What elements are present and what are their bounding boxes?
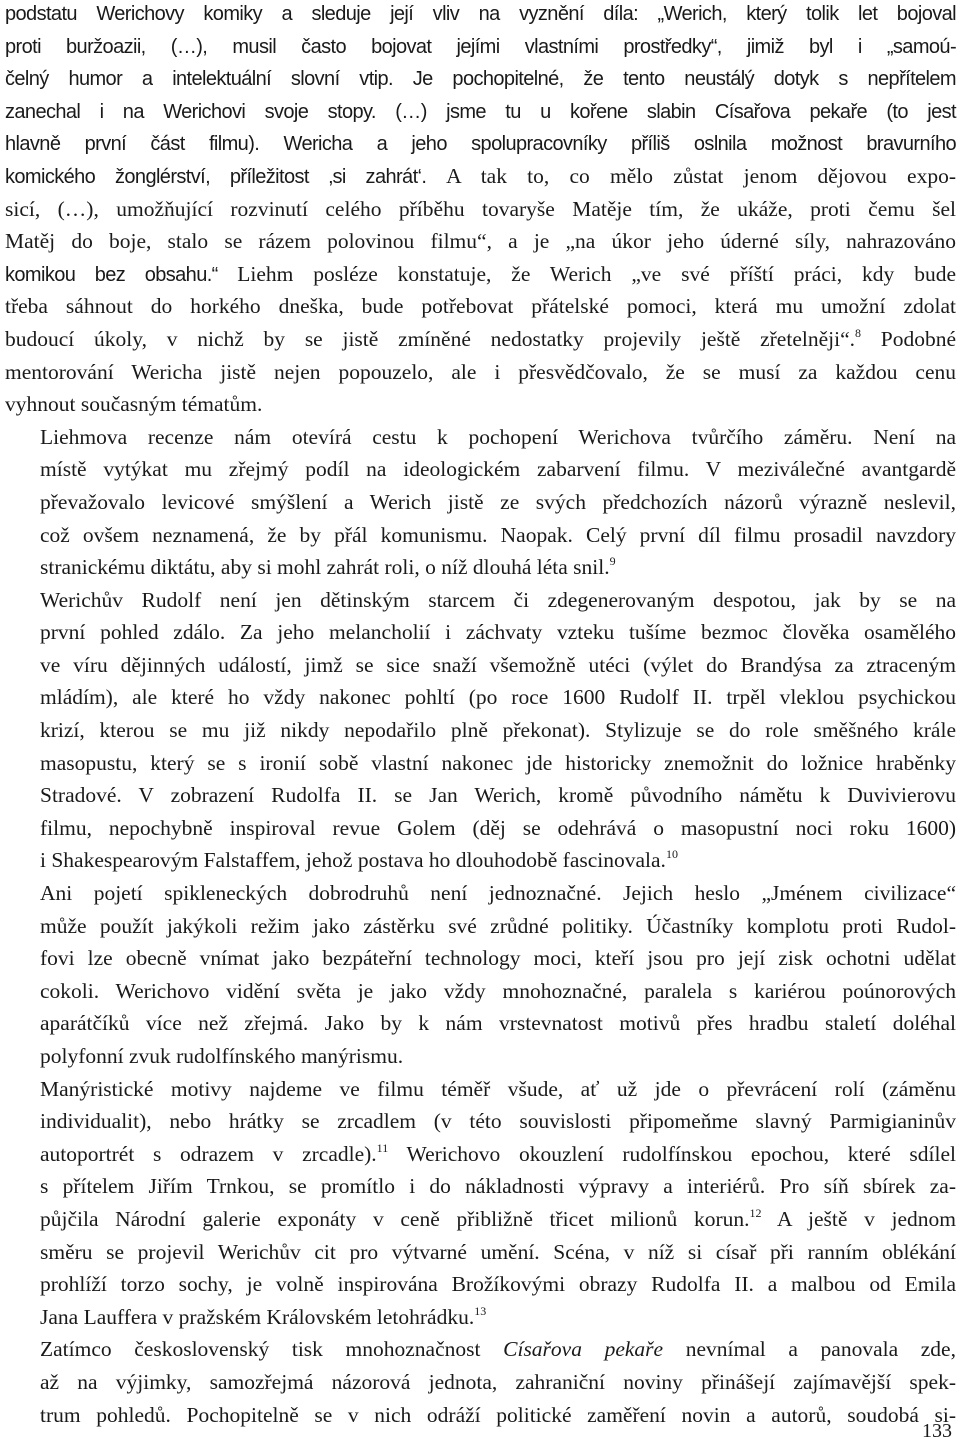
text-segment: s přítelem Jiřím Trnkou, se promítlo i do nákladnosti výpravy a interiérů. Pro síň sbírek za- bbox=[40, 1174, 956, 1199]
text-segment: Manýristické motivy najdeme ve filmu téměř všude, ať už jde o převrácení rolí (záměnu bbox=[40, 1076, 956, 1101]
text-line bbox=[5, 1007, 956, 1040]
text-line bbox=[5, 942, 956, 975]
text-segment: polyfonní zvuk rudolfínského manýrismu. bbox=[40, 1044, 404, 1068]
text-line bbox=[5, 1203, 956, 1236]
text-line bbox=[5, 388, 956, 421]
text-segment: i Shakespearovým Falstaffem, jehož postava ho dlouhodobě fascinovala. bbox=[40, 848, 666, 873]
text-segment: Zatímco československý tisk mnohoznačnost bbox=[40, 1337, 504, 1362]
text-line bbox=[5, 421, 956, 454]
text-line bbox=[5, 844, 956, 877]
text-segment: komikou bez obsahu.“ bbox=[5, 263, 238, 286]
book-page bbox=[5, 0, 956, 1452]
text-segment: Werichův Rudolf není jen dětinským starcem či zdegenerovaným despotou, jak by se na bbox=[40, 587, 956, 612]
text-segment: individualit), nebo hrátky se zrcadlem (v této souvislosti připomeňme slavný Parmigianinův bbox=[40, 1109, 956, 1134]
text-line bbox=[5, 1301, 956, 1334]
text-line bbox=[5, 1333, 956, 1366]
text-segment: což ovšem neznamená, že by přál komunismu. Naopak. Celý první díl filmu prosadil navzdory bbox=[40, 522, 956, 547]
text-line bbox=[5, 551, 956, 584]
text-segment: stranickému diktátu, aby si mohl zahrát roli, o níž dlouhá léta snil. bbox=[40, 555, 610, 580]
text-segment: může použít jakýkoli režim jako zástěrku své zrůdné politiky. Účastníky komplotu proti Rudol- bbox=[40, 913, 956, 938]
text-segment: krizí, kterou se mu již nikdy nepodařilo plně překonat). Stylizuje se do role směšného krále bbox=[40, 718, 956, 743]
text-segment: masopustu, který se s ironií sobě vlastní nakonec jde historicky znemožnit do ložnice hraběnky bbox=[40, 750, 956, 775]
text-line bbox=[5, 160, 956, 193]
text-segment: Ani pojetí spikleneckých dobrodruhů není jednoznačné. Jejich heslo „Jménem civilizace“ bbox=[40, 881, 956, 906]
text-line bbox=[5, 258, 956, 291]
text-line bbox=[5, 649, 956, 682]
page-number: 133 bbox=[922, 1420, 952, 1443]
text-segment: Liehm posléze konstatuje, že Werich „ve své příští práci, kdy bude bbox=[237, 261, 956, 286]
text-line bbox=[5, 30, 956, 63]
text-line bbox=[5, 975, 956, 1008]
text-segment: až na výjimky, samozřejmá názorová jednota, zahraniční noviny přinášejí zajímavější spek- bbox=[40, 1369, 956, 1394]
text-segment: půjčila Národní galerie exponáty v ceně přibližně třicet milionů korun. bbox=[40, 1206, 750, 1231]
text-segment: Podobné bbox=[861, 326, 957, 351]
text-line bbox=[5, 225, 956, 258]
text-segment: aparátčíků více než zřejmá. Jako by k nám vrstevnatost motivů přes hradbu staletí doléhal bbox=[40, 1011, 956, 1036]
text-segment: Stradové. V zobrazení Rudolfa II. se Jan Werich, kromě původního námětu k Duvivierovu bbox=[40, 783, 956, 808]
paragraph bbox=[5, 421, 956, 584]
text-line bbox=[5, 1268, 956, 1301]
paragraph bbox=[5, 1333, 956, 1431]
text-line bbox=[5, 323, 956, 356]
text-line bbox=[5, 95, 956, 128]
text-line bbox=[5, 1366, 956, 1399]
text-segment: směru se projevil Werichův cit pro výtvarné umění. Scéna, v níž si císař při ranním oblékání bbox=[40, 1239, 956, 1264]
text-segment: fovi lze obecně vnímat jako bezpáteřní technology moci, kteří jsou pro její zisk ochotni udělat bbox=[40, 946, 956, 971]
footnote-ref: 9 bbox=[609, 554, 616, 569]
text-line bbox=[5, 747, 956, 780]
text-line bbox=[5, 519, 956, 552]
text-line bbox=[5, 1040, 956, 1073]
body-text bbox=[5, 0, 956, 1431]
text-line bbox=[5, 616, 956, 649]
text-line bbox=[5, 62, 956, 95]
text-segment: budoucí úkoly, v nichž by se jistě zmíněné nedostatky projevily ještě zřetelněji“. bbox=[5, 326, 855, 351]
text-line bbox=[5, 1138, 956, 1171]
text-segment: ve víru dějinných událostí, jimž se sice snaží všemožně utéci (výlet do Brandýsa za ztraceným bbox=[40, 652, 956, 677]
text-segment: podstatu Werichovy komiky a sleduje její vliv na vyznění díla: „Werich, který tolik let bojoval bbox=[5, 3, 956, 25]
text-segment: třeba sáhnout do horkého dneška, bude potřebovat přátelské pomoci, která mu umožní zdolat bbox=[5, 294, 956, 319]
text-line bbox=[5, 877, 956, 910]
text-segment: filmu, nepochybně inspiroval revue Golem (děj se odehrává o masopustní noci roku 1600) bbox=[40, 815, 956, 840]
text-segment: Matěj do boje, stalo se rázem polovinou filmu“, a je „na úkor jeho úderné síly, nahrazováno bbox=[5, 229, 956, 254]
text-segment: převažovalo levicové smýšlení a Werich jistě ze svých předchozích názorů výrazně neslevil, bbox=[40, 489, 956, 514]
text-segment: proti buržoazii, (…), musil často bojovat jejími vlastními prostředky“, jimiž byl i „samoú- bbox=[5, 35, 956, 58]
text-line bbox=[5, 1236, 956, 1269]
footnote-ref: 11 bbox=[376, 1140, 389, 1155]
text-line bbox=[5, 0, 956, 30]
text-segment: místě vytýkat mu zřejmý podíl na ideologickém zabarvení filmu. V meziválečné avantgardě bbox=[40, 457, 956, 482]
text-segment: nevnímal a panovala zde, bbox=[663, 1337, 956, 1362]
text-line bbox=[5, 910, 956, 943]
text-line bbox=[5, 453, 956, 486]
text-segment: hlavně první část filmu). Wericha a jeho spolupracovníky příliš oslnila možnost bravurního bbox=[5, 133, 956, 156]
paragraph bbox=[5, 584, 956, 877]
text-segment: sicí, (…), umožňující rozvinutí celého příběhu tovaryše Matěje tím, že ukáže, proti čemu šel bbox=[5, 196, 956, 221]
text-segment: mládím), ale které ho vždy nakonec pohltí (po roce 1600 Rudolf II. trpěl vleklou psychickou bbox=[40, 685, 956, 710]
text-segment: autoportrét s odrazem v zrcadle). bbox=[40, 1141, 377, 1166]
text-line bbox=[5, 193, 956, 226]
text-line bbox=[5, 290, 956, 323]
text-segment: první pohled zdálo. Za jeho melancholií i záchvaty vzteku tušíme bezmoc člověka osamělého bbox=[40, 620, 956, 645]
text-segment: trum pohledů. Pochopitelně se v nich odráží politické zaměření novin a autorů, soudobá si- bbox=[40, 1402, 956, 1427]
text-line bbox=[5, 779, 956, 812]
text-line bbox=[5, 714, 956, 747]
text-segment: zanechal i na Werichovi svoje stopy. (…) jsme tu u kořene slabin Císařova pekaře (to jest bbox=[5, 100, 956, 123]
text-segment: cokoli. Werichovo vidění světa je jako vždy mnohoznačné, paralela s kariérou poúnorových bbox=[40, 978, 956, 1003]
footnote-ref: 12 bbox=[749, 1205, 762, 1220]
italic-title: Císařova pekaře bbox=[503, 1337, 664, 1362]
text-segment: Werichovo okouzlení rudolfínskou epochou, které sdílel bbox=[388, 1141, 956, 1166]
text-line bbox=[5, 681, 956, 714]
text-segment: čelný humor a intelektuální slovní vtip. Je pochopitelné, že tento neustálý dotyk s nepřítelem bbox=[5, 68, 956, 91]
text-line bbox=[5, 1170, 956, 1203]
text-segment: mentorování Wericha jistě nejen popouzelo, ale i přesvědčovalo, že se musí za každou cenu bbox=[5, 359, 956, 384]
text-line bbox=[5, 1399, 956, 1432]
text-line bbox=[5, 1073, 956, 1106]
text-segment: Jana Lauffera v pražském Královském letohrádku. bbox=[40, 1304, 475, 1329]
text-line bbox=[5, 584, 956, 617]
text-segment: A tak to, co mělo zůstat jenom dějovou expo- bbox=[446, 163, 956, 188]
text-segment: prohlíží torzo sochy, je volně inspirována Brožíkovými obrazy Rudolfa II. a malbou od Emila bbox=[40, 1272, 956, 1297]
paragraph bbox=[5, 877, 956, 1073]
footnote-ref: 8 bbox=[855, 325, 861, 340]
text-line bbox=[5, 486, 956, 519]
text-segment: vyhnout současným tématům. bbox=[5, 392, 263, 417]
text-segment: komického žonglérství, příležitost ‚si zahrát‘. bbox=[5, 165, 447, 188]
text-line bbox=[5, 812, 956, 845]
footnote-ref: 13 bbox=[474, 1303, 487, 1318]
text-segment: Liehmova recenze nám otevírá cestu k pochopení Werichova tvůrčího záměru. Není na bbox=[40, 424, 956, 449]
text-line bbox=[5, 127, 956, 160]
text-line bbox=[5, 356, 956, 389]
paragraph bbox=[5, 0, 956, 421]
footnote-ref: 10 bbox=[665, 847, 678, 862]
text-segment: A ještě v jednom bbox=[761, 1206, 957, 1231]
text-line bbox=[5, 1105, 956, 1138]
paragraph bbox=[5, 1073, 956, 1334]
